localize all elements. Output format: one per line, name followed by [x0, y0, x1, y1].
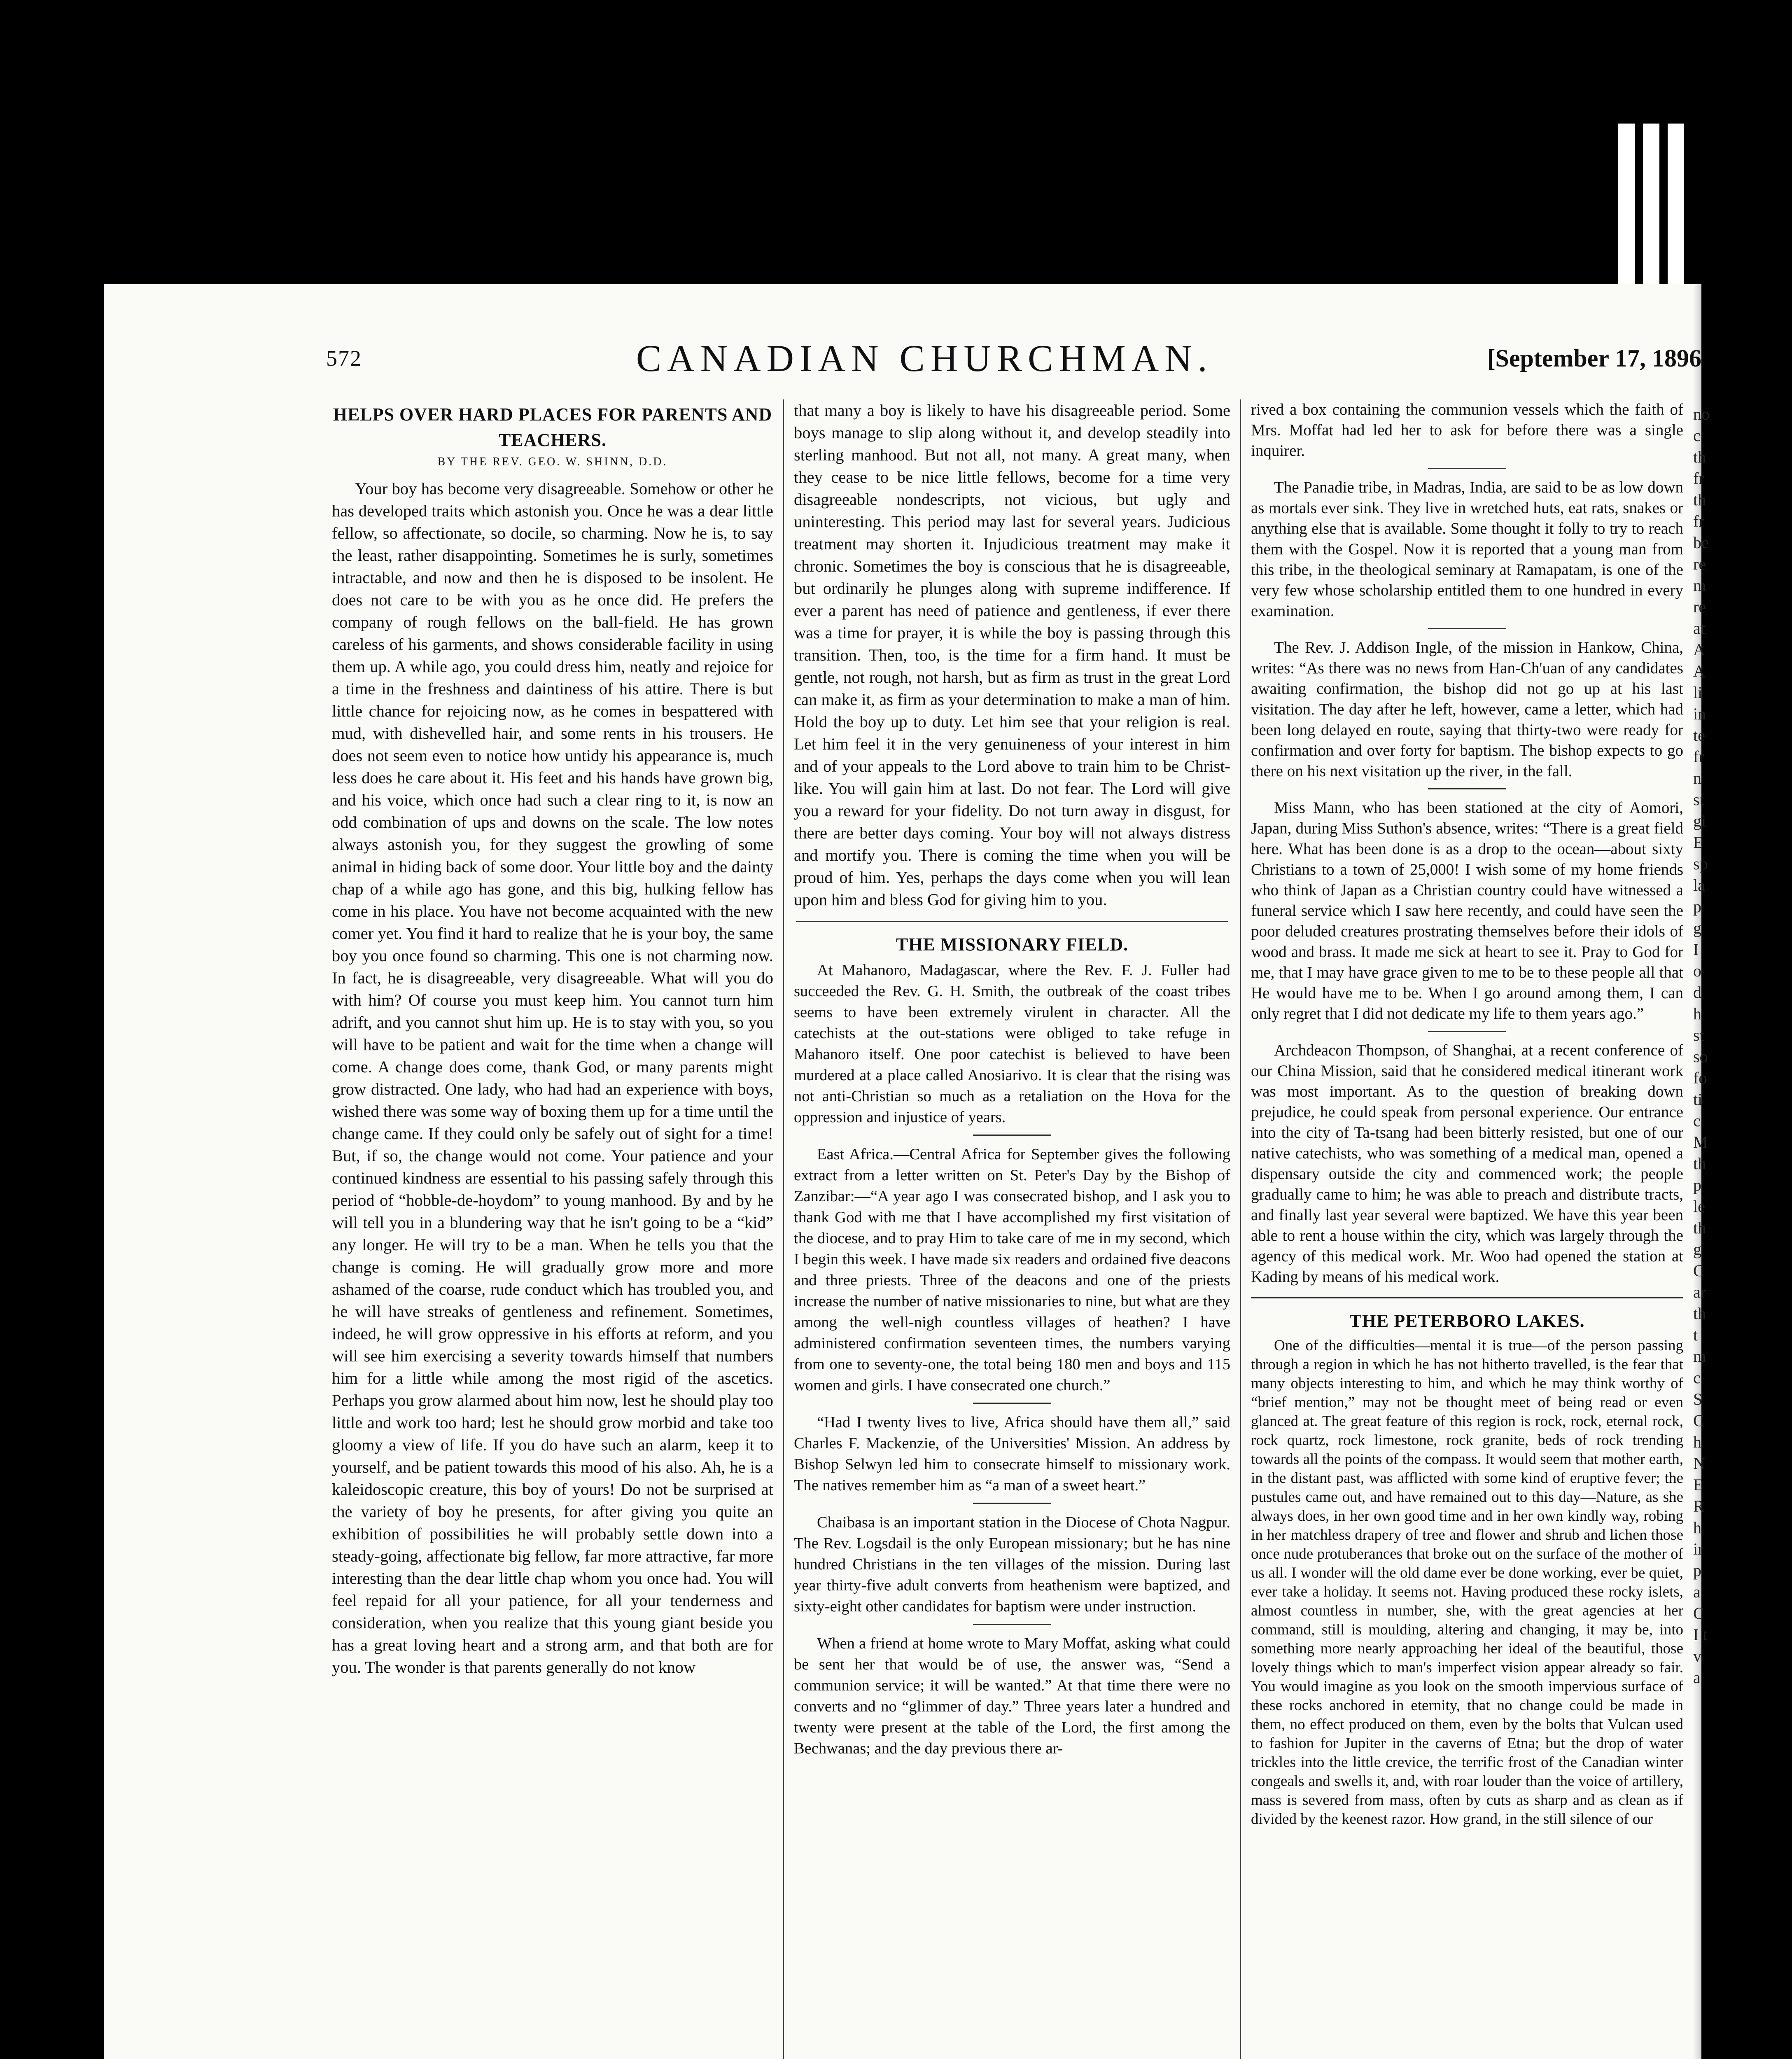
page-header	[326, 338, 1701, 379]
newspaper-page	[104, 284, 1710, 2059]
section-divider	[1251, 1297, 1683, 1298]
item-divider	[1428, 468, 1506, 469]
item-divider	[973, 1403, 1051, 1404]
item-divider	[1428, 628, 1506, 629]
item-divider	[1428, 788, 1506, 789]
article-paragraph: One of the difficulties—mental it is true—of the person passing through a region in which he has not hitherto travelled, is the fear that many objects interesting to him, and which he may think worthy of “brief mention,” may not be thought meet of being read or even glanced at. The great feature of this region is rock, rock, eternal rock, rock quartz, rock limestone, rock granite, beds of rock trending towards all the points of the compass. It would seem that mother earth, in the distant past, was afflicted with some kind of eruptive fever; the pustules came out, and have remained out to this day—Nature, as she always does, in her own good time and in her own kindly way, robing in her matchless drapery of tree and flower and shrub and lichen those once nude protuberances that broke out on the surface of the mother of us all. I wonder will the old dame ever be done working, ever be quiet, ever take a holiday. It seems not. Having produced these rocky islets, almost countless in number, she, with the great agencies at her command, still is moulding, altering and changing, it may be, into something more nearly approaching her ideal of the beautiful, those lovely things which to man's imperfect vision appear already so fair. You would imagine as you look on the smooth impervious surface of these rocks anchored in eternity, that no change could be made in them, no effect produced on them, even by the bolts that Vulcan used to fashion for Jupiter in the caverns of Etna; but the drop of water trickles into the little crevice, the terrific frost of the Canadian winter congeals and swells it, and, with roar louder than the voice of artillery, mass is severed from mass, often by cuts as sharp and as clean as if divided by the keenest razor. How grand, in the still silence of our	[1251, 1337, 1683, 1828]
article-continuation: that many a boy is likely to have his disagreeable period. Some boys manage to slip along without it, and develop steadily into sterling manhood. But not all, not many. A great many, when they cease to be nice little fellows, become for a time very disagreeable nondescripts, not vicious, but ugly and uninteresting. This period may last for several years. Judicious treatment may shorten it. Injudicious treatment may make it chronic. Sometimes the boy is conscious that he is disagreeable, but ordinarily he plunges along with supreme indifference. If ever a parent has need of patience and gentleness, if ever there was a time for prayer, it is while the boy is passing through this transition. Then, too, is the time for a firm hand. It must be gentle, not rough, not harsh, but as firm as trust in the great Lord can make it, as firm as your determination to make a man of him. Hold the boy up to duty. Let him see that your religion is real. Let him feel it in the very genuineness of your interest in him and of your appeals to the Lord above to train him to be Christ-like. You will gain him at last. Do not fear. The Lord will give you a reward for your fidelity. Do not turn away in disgust, for there are better days coming. Your boy will not always distress and mortify you. There is coming the time when you will be proud of him. Yes, perhaps the days come when you will lean upon him and bless God for giving him to you.	[794, 401, 1230, 909]
column-2	[783, 399, 1240, 2059]
page-number: 572	[326, 346, 362, 371]
item-divider	[1428, 1031, 1506, 1032]
peterboro-lakes-body	[1251, 1336, 1683, 1829]
item-divider	[973, 1135, 1051, 1136]
news-item: Archdeacon Thompson, of Shanghai, at a recent conference of our China Mission, said that he considered medical itinerant work was most important. As to the question of breaking down prejudice, he could speak from personal experience. Our entrance into the city of Ta-tsang had been bitterly resisted, but one of our native catechists, who was something of a medical man, opened a dispensary outside the city and commenced work; the people gradually came to him; he was able to preach and distribute tracts, and finally last year several were baptized. We have this year been able to rent a house within the city, which was largely through the agency of this medical work. Mr. Woo had opened the station at Kading by means of his medical work.	[1251, 1041, 1683, 1286]
scan-background-top	[0, 0, 1792, 284]
next-page-edge-text: no c th fr th fr be re m re at A A li in te fr n st gi E sp la p g I o d h st so fo ti c M th p le th g C ar th t m c S C h N E R h ir p a C I t v a	[1693, 405, 1710, 1687]
article-title-line2: TEACHERS.	[498, 430, 607, 450]
article-byline: BY THE REV. GEO. W. SHINN, D.D.	[437, 455, 668, 468]
article-title	[332, 402, 773, 453]
section-divider	[796, 921, 1228, 922]
news-item: The Rev. J. Addison Ingle, of the mission in Hankow, China, writes: “As there was no news from Han-Ch'uan of any candidates awaiting confirmation, the bishop did not go up at his last visitation. The day after he left, however, came a letter, which had been long delayed en route, saying that thirty-two were ready for confirmation and over forty for baptism. The bishop expects to go there on his next visitation up the river, in the fall.	[1251, 639, 1683, 780]
article-columns	[322, 399, 1693, 2059]
news-item-continuation: rived a box containing the communion vessels which the faith of Mrs. Moffat had led her to ask for before there was a single inquirer.	[1251, 401, 1683, 460]
section-title-missionary-field: THE MISSIONARY FIELD.	[896, 934, 1129, 955]
news-item: Chaibasa is an important station in the Diocese of Chota Nagpur. The Rev. Logsdail is the only European missionary; but he has nine hundred Christians in the ten villages of the mission. During last year thirty-five adult converts from heathenism were baptized, and sixty-eight other candidates for baptism were under instruction.	[794, 1514, 1230, 1615]
news-item: When a friend at home wrote to Mary Moffat, asking what could be sent her that would be of use, the answer was, “Send a communion service; it will be wanted.” At that time there were no converts and no “glimmer of day.” Three years later a hundred and twenty were present at the table of the Lord, the first among the Bechwanas; and the day previous there ar-	[794, 1635, 1230, 1757]
masthead: CANADIAN CHURCHMAN.	[636, 337, 1213, 379]
news-item: East Africa.—Central Africa for September gives the following extract from a letter written on St. Peter's Day by the Bishop of Zanzibar:—“A year ago I was consecrated bishop, and I ask you to thank God with me that I have accomplished my first visitation of the diocese, and to pray Him to take care of me in my second, which I begin this week. I have made six readers and ordained five deacons and three priests. Three of the deacons and one of the priests increase the number of native missionaries to nine, but what are they among the well-nigh countless villages of heathen? I have administered confirmation seventeen times, the numbers varying from one to seventy-one, the total being 180 men and boys and 115 women and girls. I have consecrated one church.”	[794, 1146, 1230, 1394]
item-divider	[973, 1503, 1051, 1504]
column-3	[1240, 399, 1693, 2059]
article-title-line1: HELPS OVER HARD PLACES FOR PARENTS AND	[333, 404, 772, 425]
news-item: “Had I twenty lives to live, Africa should have them all,” said Charles F. Mackenzie, of the Universities' Mission. An address by Bishop Selwyn led him to consecrate himself to missionary work. The natives remember him as “a man of a sweet heart.”	[794, 1414, 1230, 1494]
news-item: The Panadie tribe, in Madras, India, are said to be as low down as mortals ever sink. They live in wretched huts, eat rats, snakes or anything else that is available. Some thought it folly to try to reach them with the Gospel. Now it is reported that a young man from this tribe, in the theological seminary at Ramapatam, is one of the very few whose scholarship entitled them to one hundred in every examination.	[1251, 479, 1683, 620]
news-item: Miss Mann, who has been stationed at the city of Aomori, Japan, during Miss Suthon's absence, writes: “There is a great field here. What has been done is as a drop to the ocean—about sixty Christians to a town of 25,000! I wish some of my home friends who think of Japan as a Christian country could have witnessed a funeral service which I saw here recently, and could have seen the poor deluded creatures prostrating themselves before their idols of wood and brass. It made me sick at heart to see it. Pray to God for me, that I may have grace given to me to be to these people all that He would have me to be. When I go around among them, I can only regret that I did not dedicate my life to them years ago.”	[1251, 799, 1683, 1022]
section-title-peterboro-lakes: THE PETERBORO LAKES.	[1349, 1311, 1585, 1331]
column-1	[322, 399, 783, 2059]
issue-date: [September 17, 1896	[1487, 344, 1701, 372]
news-item: At Mahanoro, Madagascar, where the Rev. F. J. Fuller had succeeded the Rev. G. H. Smith, the outbreak of the coast tribes seems to have been extremely virulent in character. All the catechists at the out-stations were obliged to take refuge in Mahanoro itself. One poor catechist is believed to have been murdered at a place called Anosiarivo. It is clear that the rising was not anti-Christian so much as a retaliation on the Hova for the oppression and injustice of years.	[794, 962, 1230, 1126]
article-paragraph: Your boy has become very disagreeable. Somehow or other he has developed traits which astonish you. Once he was a dear little fellow, so affectionate, so docile, so charming. Now he is, to say the least, rather disappointing. Sometimes he is surly, sometimes intractable, and now and then he is disposed to be insolent. He does not care to be with you as he once did. He prefers the company of rough fellows on the ball-field. He has grown careless of his garments, and shows considerable facility in using them up. A while ago, you could dress him, neatly and rejoice for a time in the freshness and daintiness of his attire. There is but little chance for rejoicing now, as he comes in bespattered with mud, with dishevelled hair, and some rents in his trousers. He does not seem even to notice how untidy his appearance is, much less does he care about it. His feet and his hands have grown big, and his voice, which once had such a clear ring to it, is now an odd combination of ups and downs on the scale. The low notes always astonish you, for they suggest the growling of some animal in hiding back of some door. Your little boy and the dainty chap of a while ago has gone, and this big, hulking fellow has come in his place. You have not become acquainted with the new comer yet. You find it hard to realize that he is your boy, the same boy you once found so charming. This one is not charming now. In fact, he is disagreeable, very disagreeable. What will you do with him? Of course you must keep him. You cannot turn him adrift, and you cannot shut him up. He is to stay with you, so you will have to be patient and wait for the time when a change will come. A change does come, thank God, or many parents might grow distracted. One lady, who had had an experience with boys, wished there was some way of boxing them up for a time until the change came. If they could only be safely out of sight for a time! But, if so, the change would not come. Your patience and your continued kindness are essential to his passing safely through this period of “hobble-de-hoydom” to young manhood. By and by he will tell you in a blundering way that he isn't going to be a “kid” any longer. He will try to be a man. When he tells you that the change is coming. He will gradually grow more and more ashamed of the coarse, rude conduct which has troubled you, and he will have streaks of gentleness and refinement. Sometimes, indeed, he will grow oppressive in his efforts at reform, and you will see him exercising a severity towards himself that numbers him for a little while among the most rigid of the ascetics. Perhaps you grow alarmed about him now, lest he should play too little and work too hard; lest he should grow morbid and take too gloomy a view of life. If you do have such an alarm, keep it to yourself, and be patient towards this mood of his also. Ah, he is a kaleidoscopic creature, this boy of yours! Do not be surprised at the variety of boy he presents, for after giving you quite an exhibition of possibilities he will probably settle down into a steady-going, affectionate big fellow, far more attractive, far more interesting than the dear little chap whom you once had. You will feel repaid for all your patience, for all your tenderness and consideration, when you realize that this young giant beside you has a great loving heart and a strong arm, and that both are for you. The wonder is that parents generally do not know	[332, 479, 773, 1676]
item-divider	[973, 1624, 1051, 1625]
